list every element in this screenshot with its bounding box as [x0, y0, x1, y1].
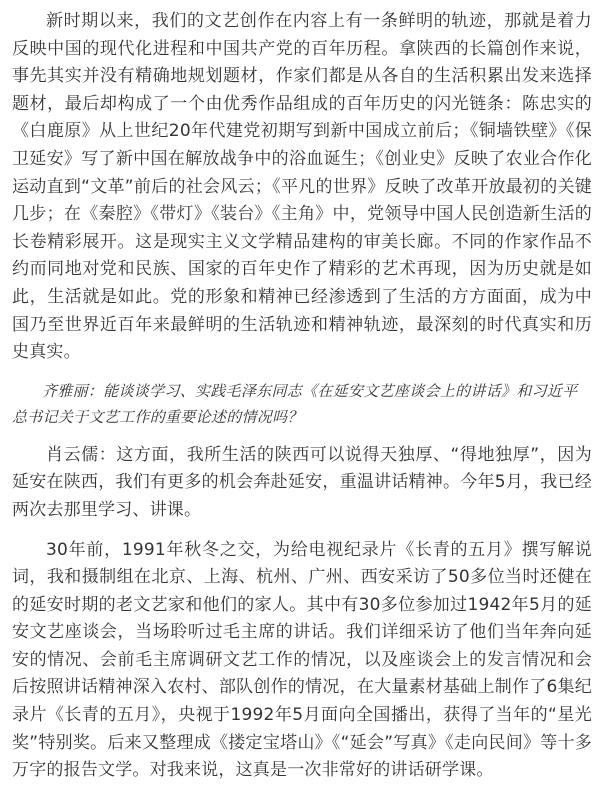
paragraph-literary-trajectory: 新时期以来，我们的文艺创作在内容上有一条鲜明的轨迹，那就是着力反映中国的现代化进程和中国共产党的百年历程。拿陕西的长篇创作来说，事先其实并没有精确地规划题材，作家们都是从各自的生活积累出发来选择题材，最后却构成了一个由优秀作品组成的百年历史的闪光链条：陈忠实的《白鹿原》从上世纪20年代建党初期写到新中国成立前后；《铜墙铁壁》《保卫延安》写了新中国在解放战争中的浴血诞生；《创业史》反映了农业合作化运动直到“文革”前后的社会风云；《平凡的世界》反映了改革开放最初的关键几步；在《秦腔》《带灯》《装台》《主角》中，党领导中国人民创造新生活的长卷精彩展开。这是现实主义文学精品建构的审美长廊。不同的作家作品不约而同地对党和民族、国家的百年史作了精彩的艺术再现，因为历史就是如此，生活就是如此。党的形象和精神已经渗透到了生活的方方面面，成为中国乃至世界近百年来最鲜明的生活轨迹和精神轨迹，最深刻的时代真实和历史真实。 — [12, 11, 592, 363]
article-body — [12, 8, 592, 795]
interview-question: 齐雅丽：能谈谈学习、实践毛泽东同志《在延安文艺座谈会上的讲话》和习近平总书记关于文艺工作的重要论述的情况吗？ — [12, 381, 578, 426]
paragraph-shaanxi-yanan: 肖云儒：这方面，我所生活的陕西可以说得天独厚、“得地独厚”，因为延安在陕西，我们有更多的机会奔赴延安，重温讲话精神。今年5月，我已经两次去那里学习、讲课。 — [12, 444, 592, 520]
paragraph-documentary: 30年前，1991年秋冬之交，为给电视纪录片《长青的五月》撰写解说词，我和摄制组在北京、上海、杭州、广州、西安采访了50多位当时还健在的延安时期的老文艺家和他们的家人。其中有30多位参加过1942年5月的延安文艺座谈会，当场聆听过毛主席的讲话。我们详细采访了他们当年奔向延安的情况、会前毛主席调研文艺工作的情况，以及座谈会上的发言情况和会后按照讲话精神深入农村、部队创作的情况，在大量素材基础上制作了6集纪录片《长青的五月》，央视于1992年5月面向全国播出，获得了当年的“星光奖”特别奖。后来又整理成《搂定宝塔山》《“延会”写真》《走向民间》等十多万字的报告文学。对我来说，这真是一次非常好的讲话研学课。 — [12, 539, 592, 781]
